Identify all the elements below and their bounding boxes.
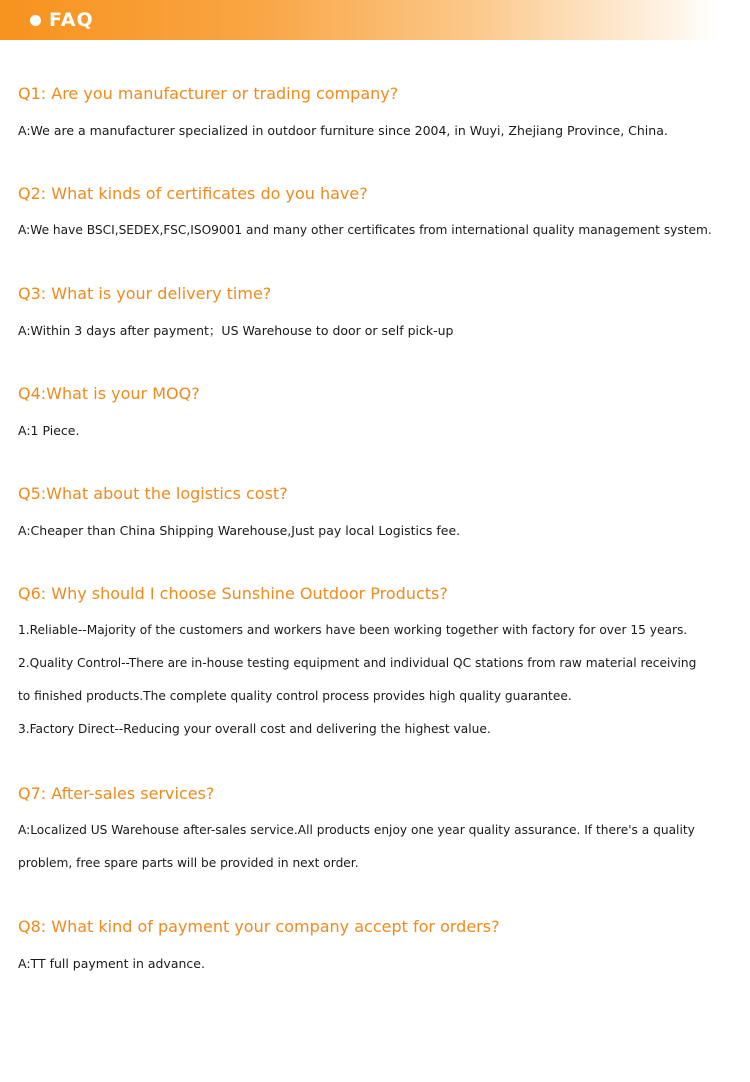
faq-answer	[18, 514, 738, 547]
faq-answer-line: A:1 Piece.	[18, 423, 80, 438]
faq-question: Q4:What is your MOQ?	[18, 384, 200, 403]
faq-question: Q2: What kinds of certificates do you have?	[18, 184, 368, 203]
faq-question: Q6: Why should I choose Sunshine Outdoor Products?	[18, 584, 448, 603]
faq-title: FAQ	[49, 9, 94, 31]
faq-item-q2	[18, 184, 738, 247]
faq-answer	[18, 114, 738, 147]
faq-answer	[18, 214, 738, 247]
faq-answer-line: A:We are a manufacturer specialized in outdoor furniture since 2004, in Wuyi, Zhejiang Province, China.	[18, 123, 668, 138]
faq-answer-line: to finished products.The complete quality control process provides high quality guarantee.	[18, 689, 572, 703]
faq-question: Q7: After-sales services?	[18, 784, 215, 803]
faq-answer	[18, 814, 738, 880]
faq-item-q1	[18, 84, 738, 147]
faq-answer-line: 1.Reliable--Majority of the customers and workers have been working together with factory for over 15 years.	[18, 623, 688, 637]
faq-answer-line: A:Localized US Warehouse after-sales service.All products enjoy one year quality assurance. If there's a quality	[18, 823, 695, 837]
faq-answer-line: 3.Factory Direct--Reducing your overall cost and delivering the highest value.	[18, 722, 491, 736]
faq-answer	[18, 614, 738, 746]
faq-answer	[18, 314, 738, 347]
faq-item-q8	[18, 917, 738, 980]
faq-answer	[18, 414, 738, 447]
faq-question: Q5:What about the logistics cost?	[18, 484, 288, 503]
faq-item-q5	[18, 484, 738, 547]
faq-item-q3	[18, 284, 738, 347]
faq-answer-line: 2.Quality Control--There are in-house testing equipment and individual QC stations from raw material receiving	[18, 656, 697, 670]
faq-question: Q1: Are you manufacturer or trading company?	[18, 84, 399, 103]
faq-item-q6	[18, 584, 738, 746]
faq-item-q7	[18, 784, 738, 880]
faq-header-banner	[0, 0, 720, 40]
faq-answer-line: problem, free spare parts will be provided in next order.	[18, 856, 359, 870]
faq-answer-line: A:Cheaper than China Shipping Warehouse,Just pay local Logistics fee.	[18, 523, 461, 538]
faq-answer	[18, 947, 738, 980]
bullet-dot-icon	[30, 15, 41, 26]
faq-question: Q3: What is your delivery time?	[18, 284, 272, 303]
faq-question: Q8: What kind of payment your company accept for orders?	[18, 917, 500, 936]
faq-answer-line: A:Within 3 days after payment；US Warehouse to door or self pick-up	[18, 323, 454, 338]
faq-item-q4	[18, 384, 738, 447]
faq-answer-line: A:TT full payment in advance.	[18, 956, 205, 971]
faq-answer-line: A:We have BSCI,SEDEX,FSC,ISO9001 and many other certificates from international quality management system.	[18, 223, 712, 237]
